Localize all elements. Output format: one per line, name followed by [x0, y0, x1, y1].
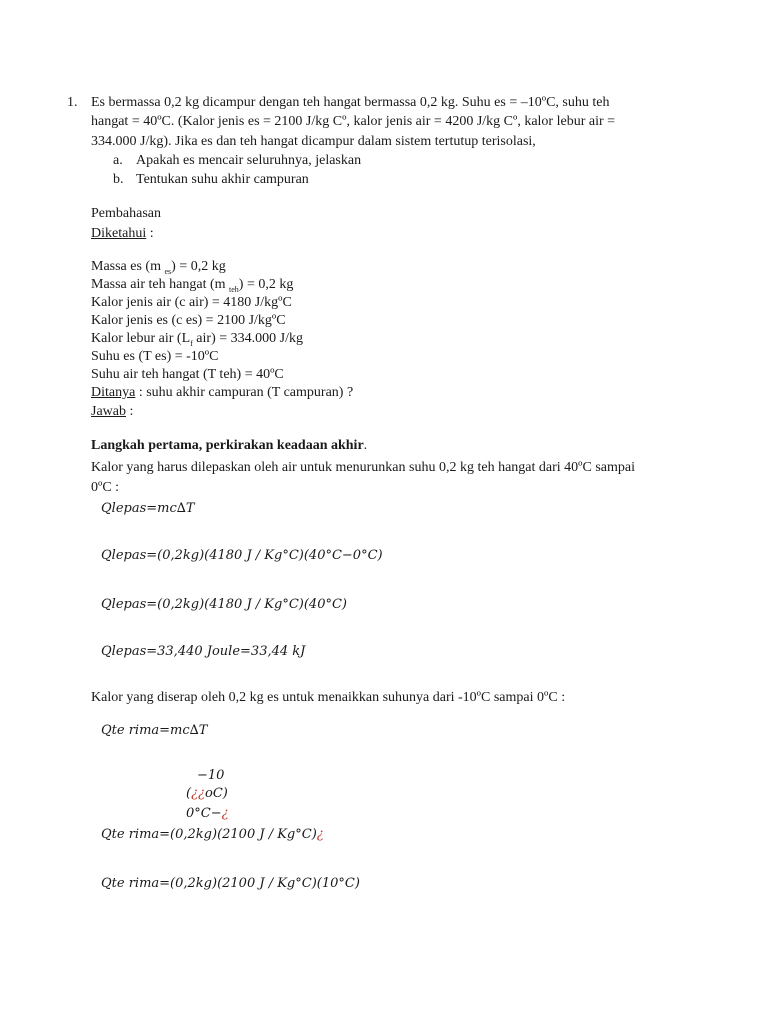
diketahui-colon: : — [146, 226, 154, 241]
paragraph-line: Kalor yang diserap oleh 0,2 kg es untuk menaikkan suhunya dari -10ºC sampai 0ºC : — [91, 690, 566, 705]
known-item: Kalor jenis es (c es) = 2100 J/kgºC — [91, 313, 286, 328]
known-item — [91, 258, 226, 276]
fraction-text: oC) — [205, 786, 228, 801]
paragraph-line: 0ºC : — [91, 480, 120, 495]
equation: Qlepas=33,440 Joule=33,44 kJ — [101, 644, 306, 659]
known-text: ) = 0,2 kg — [238, 277, 294, 292]
question-number: 1. — [67, 95, 78, 110]
fraction-text: ( — [186, 786, 192, 801]
known-item — [91, 330, 303, 348]
fraction-bottom — [186, 805, 229, 823]
known-text: Massa es (m — [91, 259, 165, 274]
equation: Qte rima=(0,2kg)(2100 J / Kg°C)(10°C) — [101, 876, 360, 891]
known-item — [91, 276, 293, 294]
jawab-line — [91, 403, 133, 421]
known-subscript: es — [164, 266, 172, 276]
diketahui-line — [91, 225, 154, 243]
ditanya-label: Ditanya — [91, 385, 136, 400]
fraction-top: −10 — [197, 768, 225, 783]
known-item: Suhu es (T es) = -10ºC — [91, 349, 219, 364]
ditanya-line — [91, 384, 353, 402]
step1-title: Langkah pertama, perkirakan keadaan akhir — [91, 438, 364, 453]
step1-title-end: . — [363, 438, 368, 453]
equation-text: Qte rima=(0,2kg)(2100 J / Kg°C) — [101, 827, 317, 842]
equation: Qlepas=(0,2kg)(4180 J / Kg°C)(40°C−0°C) — [101, 548, 383, 563]
list-item-text: Apakah es mencair seluruhnya, jelaskan — [136, 153, 362, 168]
equation: Qte rima=mc∆T — [101, 723, 208, 738]
step1-title-line — [91, 437, 367, 455]
jawab-label: Jawab — [91, 404, 126, 419]
known-subscript: f — [190, 338, 193, 348]
paragraph-line: Kalor yang harus dilepaskan oleh air untuk menurunkan suhu 0,2 kg teh hangat dari 40ºC sampai — [91, 460, 635, 475]
ditanya-text: : suhu akhir campuran (T campuran) ? — [135, 385, 354, 400]
equation: Qlepas=(0,2kg)(4180 J / Kg°C)(40°C) — [101, 597, 347, 612]
known-text: air) = 334.000 J/kg — [192, 331, 303, 346]
equation-error-glyph: ¿ — [316, 827, 324, 842]
fraction-error-glyph: ¿¿ — [191, 786, 206, 801]
equation: Qlepas=mc∆T — [101, 501, 195, 516]
fraction-middle — [186, 785, 228, 803]
list-item-marker: b. — [113, 172, 124, 187]
list-item-marker: a. — [113, 153, 123, 168]
known-text: ) = 0,2 kg — [171, 259, 226, 274]
fraction-error-glyph: ¿ — [221, 806, 229, 821]
pembahasan-heading: Pembahasan — [91, 206, 161, 221]
known-item: Kalor jenis air (c air) = 4180 J/kgºC — [91, 295, 292, 310]
equation — [101, 826, 324, 844]
known-text: Kalor lebur air (L — [91, 331, 191, 346]
known-subscript: teh — [229, 284, 239, 294]
jawab-colon: : — [126, 404, 134, 419]
question-line-1: Es bermassa 0,2 kg dicampur dengan teh hangat bermassa 0,2 kg. Suhu es = –10ºC, suhu teh — [91, 95, 610, 110]
known-text: Massa air teh hangat (m — [91, 277, 230, 292]
known-item: Suhu air teh hangat (T teh) = 40ºC — [91, 367, 284, 382]
diketahui-label: Diketahui — [91, 226, 147, 241]
list-item-text: Tentukan suhu akhir campuran — [136, 172, 309, 187]
question-line-3: 334.000 J/kg). Jika es dan teh hangat dicampur dalam sistem tertutup terisolasi, — [91, 134, 536, 149]
question-line-2: hangat = 40ºC. (Kalor jenis es = 2100 J/kg Cº, kalor jenis air = 4200 J/kg Cº, kalor lebur air = — [91, 114, 616, 129]
fraction-text: 0°C− — [186, 806, 222, 821]
